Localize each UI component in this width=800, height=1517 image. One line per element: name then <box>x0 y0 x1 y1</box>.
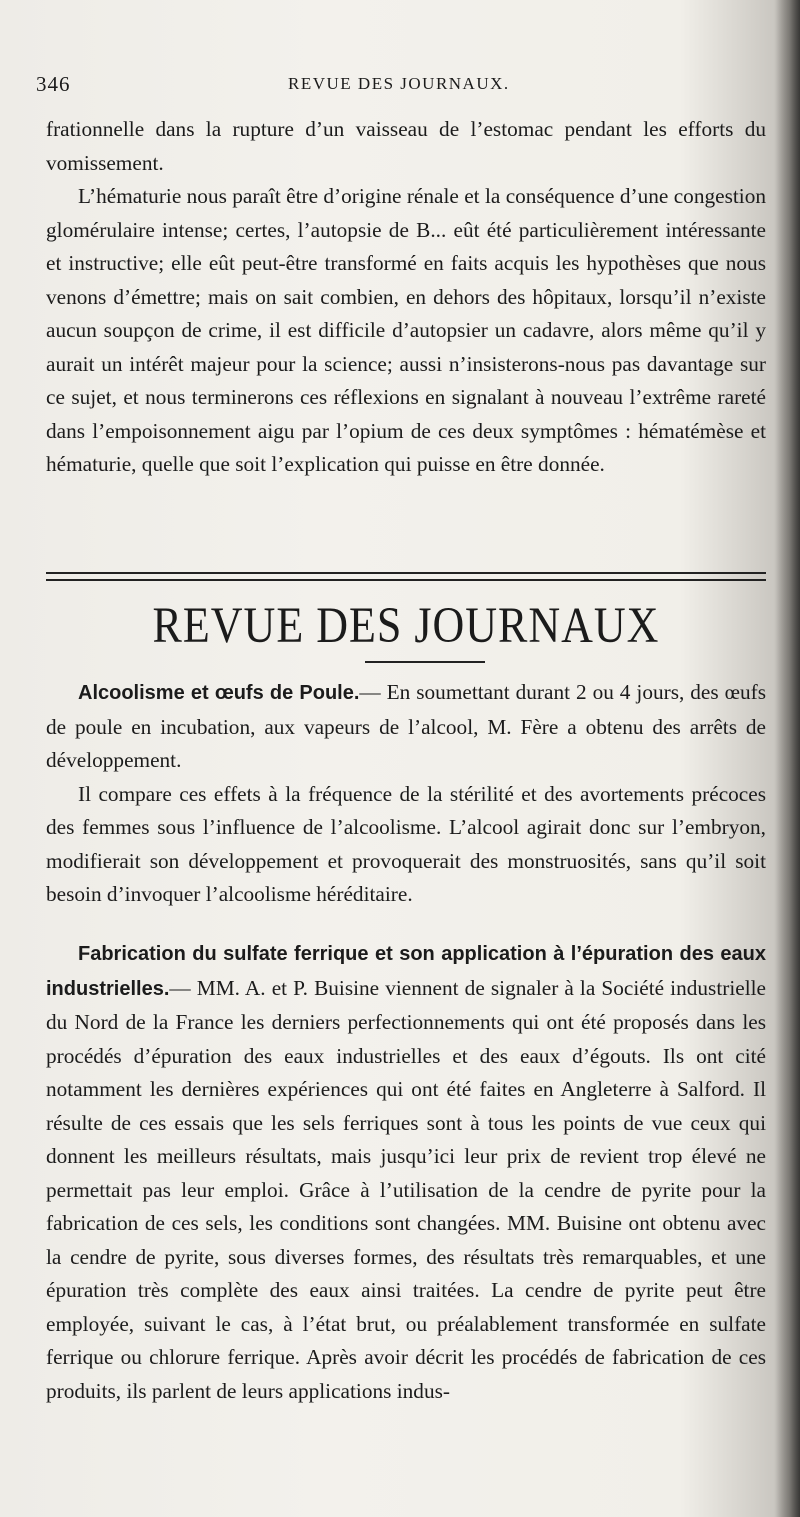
page-number: 346 <box>36 72 71 96</box>
running-head <box>36 72 766 102</box>
paragraph: frationnelle dans la rupture d’un vaisseau de l’estomac pendant les efforts du vomissement. <box>46 117 766 175</box>
section-divider <box>46 572 766 581</box>
article-paragraph <box>46 676 766 778</box>
paragraph: Il compare ces effets à la fréquence de la stérilité et des avortements précoces des femmes sous l’influence de l’alcoolisme. L’alcool agirait donc sur l’embryon, modifierait son développement et provoquerait des monstruosités, sans qu’il soit besoin d’invoquer l’alcoolisme héréditaire. <box>46 781 766 906</box>
continued-article <box>46 113 766 482</box>
article-body: — En soumettant durant 2 ou 4 jours, des œufs de poule en incubation, aux vapeurs de l’alcool, M. Fère a obtenu des arrêts de développement. <box>46 680 766 772</box>
article-body: — MM. A. et P. Buisine viennent de signaler à la Société industrielle du Nord de la France les derniers perfectionnements qui ont été proposés dans les procédés d’épuration des eaux industrielles et des eaux d’égouts. Ils ont cité notamment les dernières expériences qui ont été faites en Angleterre à Salford. Il résulte de ces essais que les sels ferriques sont à tous les points de vue ceux qui donnent les meilleurs résultats, mais jusqu’ici leur prix de revient trop élevé ne permettait pas leur emploi. Grâce à l’utilisation de la cendre de pyrite pour la fabrication de ces sels, les conditions sont changées. MM. Buisine ont obtenu avec la cendre de pyrite, sous diverses formes, des résultats très remarquables, et une épuration très complète des eaux ainsi traitées. La cendre de pyrite peut être employée, suivant le cas, à l’état brut, ou préalablement transformée en sulfate ferrique ou chlorure ferrique. Après avoir décrit les procédés de fabrication de ces produits, ils parlent de leurs applications indus- <box>46 975 766 1403</box>
paragraph: L’hématurie nous paraît être d’origine rénale et la conséquence d’une congestion glomérulaire intense; certes, l’autopsie de B... eût été particulièrement intéressante et instructive; elle eût peut-être transformé en faits acquis les hypothèses que nous venons d’émettre; mais on sait combien, en dehors des hôpitaux, lorsqu’il n’existe aucun soupçon de crime, il est difficile d’autopsier un cadavre, alors même qu’il y aurait un intérêt majeur pour la science; aussi n’insisterons-nous pas davantage sur ce sujet, et nous terminerons ces réflexions en signalant à nouveau l’extrême rareté dans l’empoisonnement aigu par l’opium de ces deux symptômes : hématémèse et hématurie, quelle que soit l’explication qui puisse en être donnée. <box>46 184 766 476</box>
section-title: REVUE DES JOURNAUX <box>152 597 660 654</box>
article-sulfate-ferrique <box>46 937 766 1408</box>
book-gutter-shadow <box>774 0 800 1517</box>
article-alcoolisme <box>46 676 766 912</box>
title-underline <box>365 661 485 663</box>
article-heading: Alcoolisme et œufs de Poule. <box>78 682 360 704</box>
article-paragraph <box>46 937 766 1408</box>
article-heading: Fabrication du sulfate ferrique et son application à l’épuration des eaux industrielles. <box>46 943 766 1000</box>
running-title: REVUE DES JOURNAUX. <box>288 74 510 93</box>
